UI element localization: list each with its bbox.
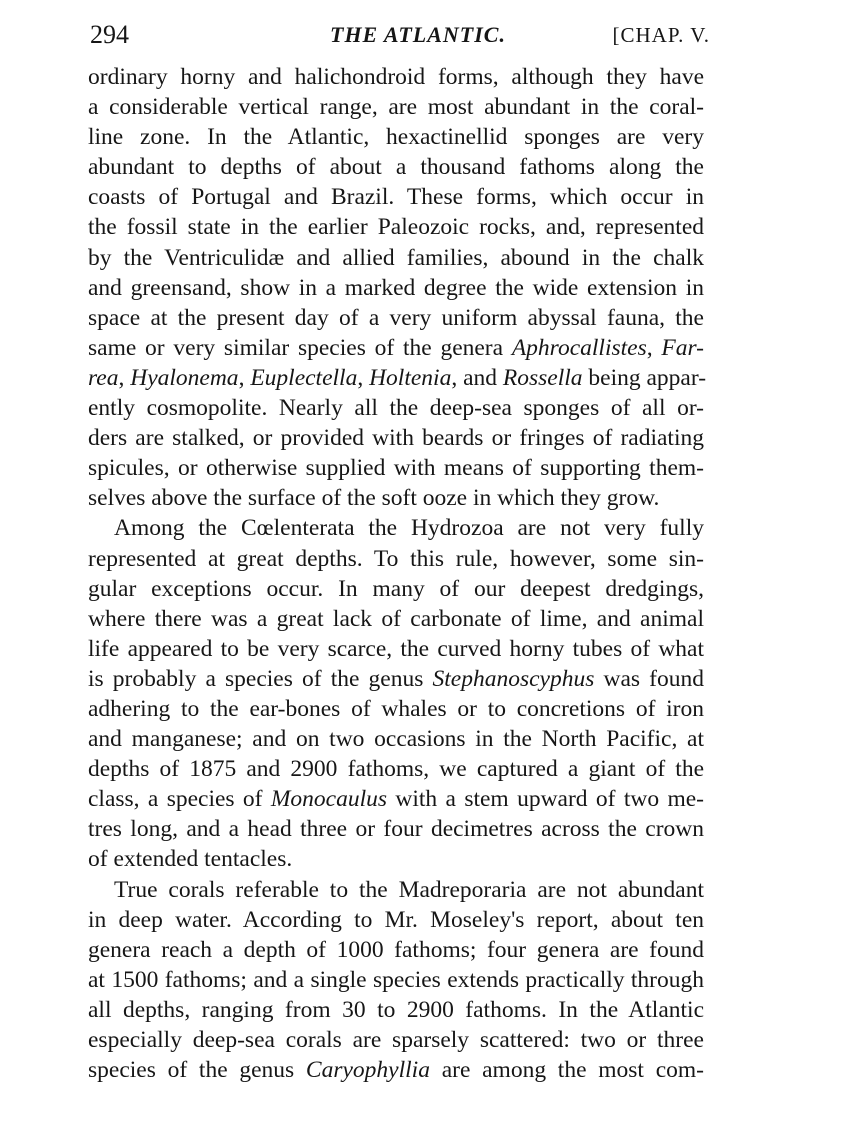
text-line: True corals referable to the Madreporaria are not abundant (114, 876, 704, 903)
text-line: in deep water. According to Mr. Moseley's report, about ten (88, 906, 704, 933)
text-line: class, a species of Monocaulus with a stem upward of two me- (88, 786, 704, 813)
text-line: ordinary horny and halichondroid forms, although they have (88, 64, 704, 90)
text-line: genera reach a depth of 1000 fathoms; four genera are found (88, 936, 704, 963)
text-line: spicules, or otherwise supplied with means of supporting them- (88, 455, 704, 482)
text-line: a considerable vertical range, are most abundant in the coral- (88, 94, 704, 121)
text-line: at 1500 fathoms; and a single species extends practically through (88, 966, 704, 993)
text-line: depths of 1875 and 2900 fathoms, we captured a giant of the (88, 756, 704, 783)
paragraph-corals (88, 875, 704, 1086)
text-line: represented at great depths. To this rule, however, some sin- (88, 545, 704, 572)
body-text (88, 62, 707, 1085)
paragraph-sponges (88, 62, 707, 513)
text-line: coasts of Portugal and Brazil. These forms, which occur in (88, 184, 704, 211)
text-line: abundant to depths of about a thousand fathoms along the (88, 154, 704, 181)
text-line: species of the genus Caryophyllia are among the most com- (88, 1057, 704, 1084)
text-line: ently cosmopolite. Nearly all the deep-sea sponges of all or- (88, 395, 704, 422)
page-number: 294 (90, 20, 129, 49)
text-line: and manganese; and on two occasions in the North Pacific, at (88, 726, 704, 753)
text-line: space at the present day of a very uniform abyssal fauna, the (88, 304, 704, 331)
text-line: line zone. In the Atlantic, hexactinellid sponges are very (88, 124, 704, 151)
text-line: adhering to the ear-bones of whales or to concretions of iron (88, 695, 704, 722)
chapter-label: [CHAP. V. (612, 23, 710, 47)
text-line: Among the Cœlenterata the Hydrozoa are not very fully (114, 515, 704, 542)
text-line: by the Ventriculidæ and allied families, abound in the chalk (88, 244, 704, 271)
paragraph-coelenterata (88, 513, 704, 874)
text-line: tres long, and a head three or four decimetres across the crown (88, 816, 704, 843)
text-line: same or very similar species of the genera Aphrocallistes, Far- (88, 334, 704, 361)
text-line: the fossil state in the earlier Paleozoic rocks, and, represented (88, 214, 704, 241)
text-line: selves above the surface of the soft ooze in which they grow. (88, 485, 660, 512)
text-line: gular exceptions occur. In many of our deepest dredgings, (88, 575, 704, 602)
text-line: rea, Hyalonema, Euplectella, Holtenia, and Rossella being appar- (88, 364, 707, 391)
text-line: and greensand, show in a marked degree the wide extension in (88, 274, 704, 301)
running-head (90, 20, 710, 54)
text-line: ders are stalked, or provided with beards or fringes of radiating (88, 425, 704, 452)
text-line: of extended tentacles. (88, 846, 293, 873)
text-line: especially deep-sea corals are sparsely scattered: two or three (88, 1027, 704, 1053)
text-line: all depths, ranging from 30 to 2900 fathoms. In the Atlantic (88, 996, 704, 1023)
text-line: life appeared to be very scarce, the curved horny tubes of what (88, 635, 704, 662)
text-line: where there was a great lack of carbonate of lime, and animal (88, 605, 704, 632)
text-line: is probably a species of the genus Stephanoscyphus was found (88, 665, 704, 692)
running-title: THE ATLANTIC. (330, 22, 506, 47)
